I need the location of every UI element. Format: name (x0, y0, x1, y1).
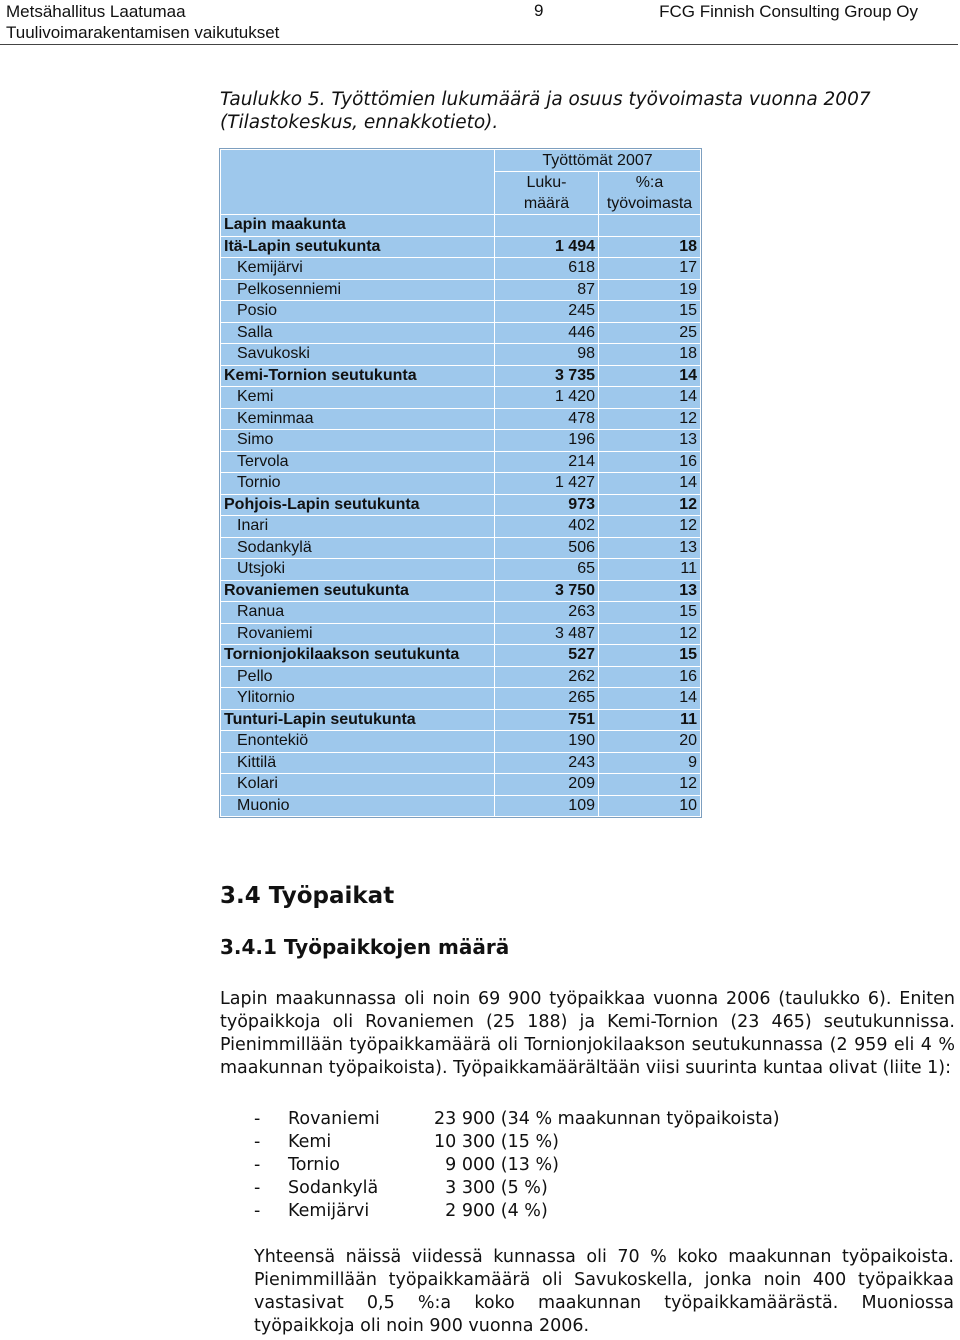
header-company: FCG Finnish Consulting Group Oy (659, 2, 918, 21)
row-count: 214 (495, 451, 599, 473)
table-group-header: Työttömät 2007 (495, 150, 701, 172)
table-row (221, 279, 701, 301)
list-municipality: Kemi (288, 1132, 332, 1152)
row-count: 478 (495, 408, 599, 430)
table-row (221, 408, 701, 430)
subsection-heading: 3.4.1 Työpaikkojen määrä (220, 935, 510, 959)
list-municipality: Sodankylä (288, 1178, 379, 1198)
table-col-count-header: Luku- määrä (495, 172, 599, 215)
table-row (221, 623, 701, 645)
table-row (221, 494, 701, 516)
list-dash: - (254, 1109, 261, 1129)
row-name: Lapin maakunta (221, 215, 495, 237)
table-row (221, 365, 701, 387)
row-name: Muonio (221, 795, 495, 817)
list-dash: - (254, 1155, 261, 1175)
row-count: 245 (495, 301, 599, 323)
page-header (0, 0, 960, 44)
row-count: 263 (495, 602, 599, 624)
row-name: Ranua (221, 602, 495, 624)
header-divider (0, 44, 958, 45)
row-percent: 14 (599, 688, 701, 710)
list-dash: - (254, 1201, 261, 1221)
paragraph-summary: Yhteensä näissä viidessä kunnassa oli 70 % koko maakunnan työpaikoista. Pienimmillään työpaikkamäärä oli Savukoskella, jonka noin 400 työpaikkaa vastasivat 0,5 %:a koko maakunnan työpaikkamäärästä. Muoniossa työpaikkoja oli noin 900 vuonna 2006. (254, 1247, 954, 1336)
row-percent: 10 (599, 795, 701, 817)
row-name: Pohjois-Lapin seutukunta (221, 494, 495, 516)
row-count: 265 (495, 688, 599, 710)
row-count: 243 (495, 752, 599, 774)
row-percent: 14 (599, 365, 701, 387)
table-row (221, 451, 701, 473)
row-name: Posio (221, 301, 495, 323)
row-count: 446 (495, 322, 599, 344)
table-row (221, 688, 701, 710)
row-name: Itä-Lapin seutukunta (221, 236, 495, 258)
table-row (221, 537, 701, 559)
row-name: Tornionjokilaakson seutukunta (221, 645, 495, 667)
paragraph-jobs: Lapin maakunnassa oli noin 69 900 työpaikkaa vuonna 2006 (taulukko 6). Eniten työpaikkoja oli Rovaniemen (25 188) ja Kemi-Tornion (23 465) seutukunnissa. Pienimmillään työpaikkamäärä oli Tornionjokilaakson seutukunnassa (2 959 eli 4 % maakunnan työpaikoista). Työpaikkamäärältään viisi suurinta kuntaa olivat (liite 1): (220, 989, 955, 1078)
row-percent: 16 (599, 451, 701, 473)
row-percent: 15 (599, 645, 701, 667)
row-name: Kemi (221, 387, 495, 409)
row-count: 87 (495, 279, 599, 301)
table-row (221, 602, 701, 624)
row-percent: 20 (599, 731, 701, 753)
row-name: Sodankylä (221, 537, 495, 559)
row-name: Rovaniemi (221, 623, 495, 645)
row-percent: 17 (599, 258, 701, 280)
table-row (221, 580, 701, 602)
row-percent: 14 (599, 473, 701, 495)
list-municipality: Rovaniemi (288, 1109, 380, 1129)
row-percent: 18 (599, 344, 701, 366)
row-name: Kittilä (221, 752, 495, 774)
table-row (221, 430, 701, 452)
row-percent: 13 (599, 580, 701, 602)
row-percent: 12 (599, 408, 701, 430)
table-row (221, 301, 701, 323)
table-row (221, 387, 701, 409)
row-name: Tervola (221, 451, 495, 473)
header-report-title: Tuulivoimarakentamisen vaikutukset (6, 23, 280, 42)
header-organization: Metsähallitus Laatumaa (6, 2, 186, 21)
row-name: Salla (221, 322, 495, 344)
table-col-pct-header: %:a työvoimasta (599, 172, 701, 215)
table-row (221, 215, 701, 237)
list-dash: - (254, 1178, 261, 1198)
row-name: Kolari (221, 774, 495, 796)
row-name: Savukoski (221, 344, 495, 366)
page-number: 9 (534, 1, 544, 20)
row-count: 1 494 (495, 236, 599, 258)
table-row (221, 559, 701, 581)
row-percent: 19 (599, 279, 701, 301)
row-percent: 11 (599, 559, 701, 581)
row-name: Ylitornio (221, 688, 495, 710)
row-count: 109 (495, 795, 599, 817)
table-row (221, 344, 701, 366)
row-name: Rovaniemen seutukunta (221, 580, 495, 602)
row-name: Pello (221, 666, 495, 688)
table-row (221, 322, 701, 344)
row-count: 1 420 (495, 387, 599, 409)
row-name: Tunturi-Lapin seutukunta (221, 709, 495, 731)
list-value: 9 000 (13 %) (434, 1155, 559, 1175)
list-value: 10 300 (15 %) (434, 1132, 559, 1152)
row-count: 1 427 (495, 473, 599, 495)
list-value: 3 300 (5 %) (434, 1178, 548, 1198)
row-count: 262 (495, 666, 599, 688)
header-left (6, 1, 279, 43)
list-value: 23 900 (34 % maakunnan työpaikoista) (434, 1109, 780, 1129)
row-count: 65 (495, 559, 599, 581)
table-row (221, 258, 701, 280)
table-row (221, 645, 701, 667)
row-name: Inari (221, 516, 495, 538)
row-percent: 13 (599, 537, 701, 559)
row-percent: 12 (599, 774, 701, 796)
table-caption: Taulukko 5. Työttömien lukumäärä ja osuus työvoimasta vuonna 2007 (Tilastokeskus, ennakkotieto). (220, 89, 871, 133)
list-municipality: Tornio (288, 1155, 340, 1175)
row-percent (599, 215, 701, 237)
row-name: Kemijärvi (221, 258, 495, 280)
row-name: Enontekiö (221, 731, 495, 753)
row-percent: 12 (599, 494, 701, 516)
row-percent: 13 (599, 430, 701, 452)
table-row (221, 709, 701, 731)
row-count: 527 (495, 645, 599, 667)
row-percent: 16 (599, 666, 701, 688)
row-percent: 14 (599, 387, 701, 409)
row-count: 196 (495, 430, 599, 452)
row-count: 209 (495, 774, 599, 796)
table-row (221, 236, 701, 258)
table-row (221, 473, 701, 495)
list-dash: - (254, 1132, 261, 1152)
table-row (221, 516, 701, 538)
table-row (221, 752, 701, 774)
unemployment-table (220, 149, 701, 817)
row-percent: 15 (599, 301, 701, 323)
row-count: 3 487 (495, 623, 599, 645)
row-percent: 12 (599, 516, 701, 538)
table-corner-cell (221, 150, 495, 215)
row-name: Simo (221, 430, 495, 452)
row-percent: 9 (599, 752, 701, 774)
row-name: Utsjoki (221, 559, 495, 581)
row-percent: 12 (599, 623, 701, 645)
row-percent: 11 (599, 709, 701, 731)
row-name: Kemi-Tornion seutukunta (221, 365, 495, 387)
row-count: 3 750 (495, 580, 599, 602)
row-percent: 25 (599, 322, 701, 344)
row-count: 3 735 (495, 365, 599, 387)
row-name: Keminmaa (221, 408, 495, 430)
table-row (221, 731, 701, 753)
row-percent: 15 (599, 602, 701, 624)
row-count: 751 (495, 709, 599, 731)
row-name: Tornio (221, 473, 495, 495)
row-count: 973 (495, 494, 599, 516)
list-municipality: Kemijärvi (288, 1201, 370, 1221)
list-value: 2 900 (4 %) (434, 1201, 548, 1221)
row-count: 98 (495, 344, 599, 366)
table-row (221, 666, 701, 688)
row-count (495, 215, 599, 237)
row-count: 402 (495, 516, 599, 538)
row-name: Pelkosenniemi (221, 279, 495, 301)
row-percent: 18 (599, 236, 701, 258)
row-count: 190 (495, 731, 599, 753)
section-heading: 3.4 Työpaikat (220, 883, 395, 909)
table-row (221, 774, 701, 796)
row-count: 506 (495, 537, 599, 559)
table-row (221, 795, 701, 817)
row-count: 618 (495, 258, 599, 280)
